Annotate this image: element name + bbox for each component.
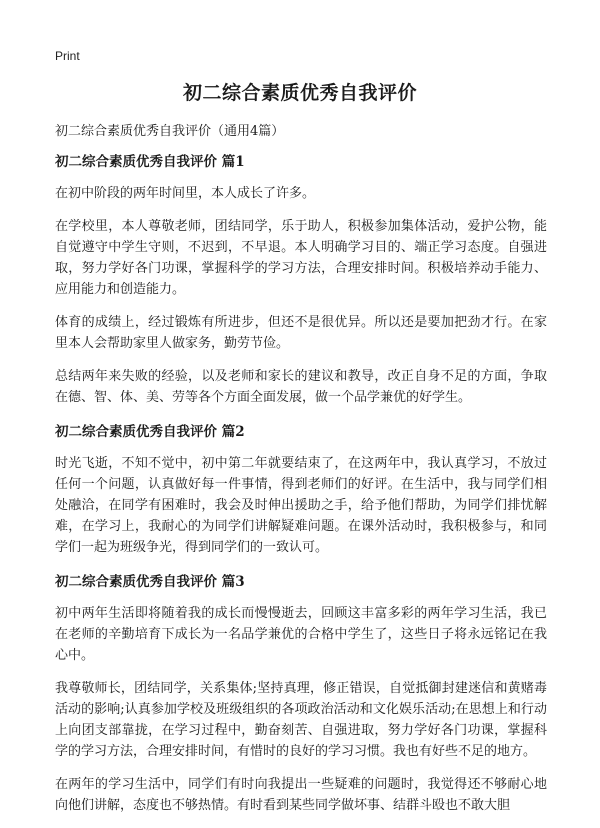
paragraph: 在初中阶段的两年时间里，本人成长了许多。: [55, 186, 316, 201]
section-3: [55, 570, 547, 816]
paragraph: 在学校里，本人尊敬老师，团结同学，乐于助人，积极参加集体活动，爱护公物，能自觉遵守中学生守则，不迟到，不早退。本人明确学习目的、端正学习态度。自强进取，努力学好各门功课，掌握科学的学习方法，合理安排时间。积极培养动手能力、应用能力和创造能力。: [55, 219, 547, 297]
print-link[interactable]: Print: [55, 49, 80, 63]
paragraph: 总结两年来失败的经验，以及老师和家长的建议和教导，改正自身不足的方面，争取在德、智、体、美、劳等各个方面全面发展，做一个品学兼优的好学生。: [55, 369, 547, 405]
paragraph: 在两年的学习生活中，同学们有时向我提出一些疑难的问题时，我觉得还不够耐心地向他们讲解，态度也不够热情。有时看到某些同学做坏事、结群斗殴也不敢大胆: [55, 777, 547, 813]
document-subtitle: 初二综合素质优秀自我评价（通用4篇）: [55, 124, 285, 139]
page-title: 初二综合素质优秀自我评价: [182, 82, 417, 104]
paragraph: 体育的成绩上，经过锻炼有所进步，但还不是很优异。所以还是要加把劲才行。在家里本人会帮助家里人做家务，勤劳节俭。: [55, 315, 547, 351]
paragraph: 我尊敬师长，团结同学，关系集体;坚持真理，修正错误，自觉抵御封建迷信和黄赌毒活动的影响;认真参加学校及班级组织的各项政治活动和文化娱乐活动;在思想上和行动上向团支部靠拢，在学习过程中，勤奋刻苦、自强进取，努力学好各门功课，掌握科学的学习方法，合理安排时间，有惜时的良好的学习习惯。我也有好些不足的地方。: [55, 681, 547, 759]
section-1: [55, 150, 547, 408]
paragraph: 时光飞逝，不知不觉中，初中第二年就要结束了，在这两年中，我认真学习，不放过任何一个问题，认真做好每一件事情，得到老师们的好评。在生活中，我与同学们相处融洽，在同学有困难时，我会及时伸出援助之手，给予他们帮助，为同学们排忧解难，在学习上，我耐心的为同学们讲解疑难问题。在课外活动时，我积极参与，和同学们一起为班级争光，得到同学们的一致认可。: [55, 456, 547, 555]
document-body: [55, 150, 547, 828]
section-heading: 初二综合素质优秀自我评价 篇3: [55, 574, 245, 590]
paragraph: 初中两年生活即将随着我的成长而慢慢逝去，回顾这丰富多彩的两年学习生活，我已在老师的辛勤培育下成长为一名品学兼优的合格中学生了，这些日子将永远铭记在我心中。: [55, 606, 547, 663]
section-heading: 初二综合素质优秀自我评价 篇2: [55, 424, 245, 440]
section-heading: 初二综合素质优秀自我评价 篇1: [55, 154, 245, 170]
section-2: [55, 420, 547, 558]
